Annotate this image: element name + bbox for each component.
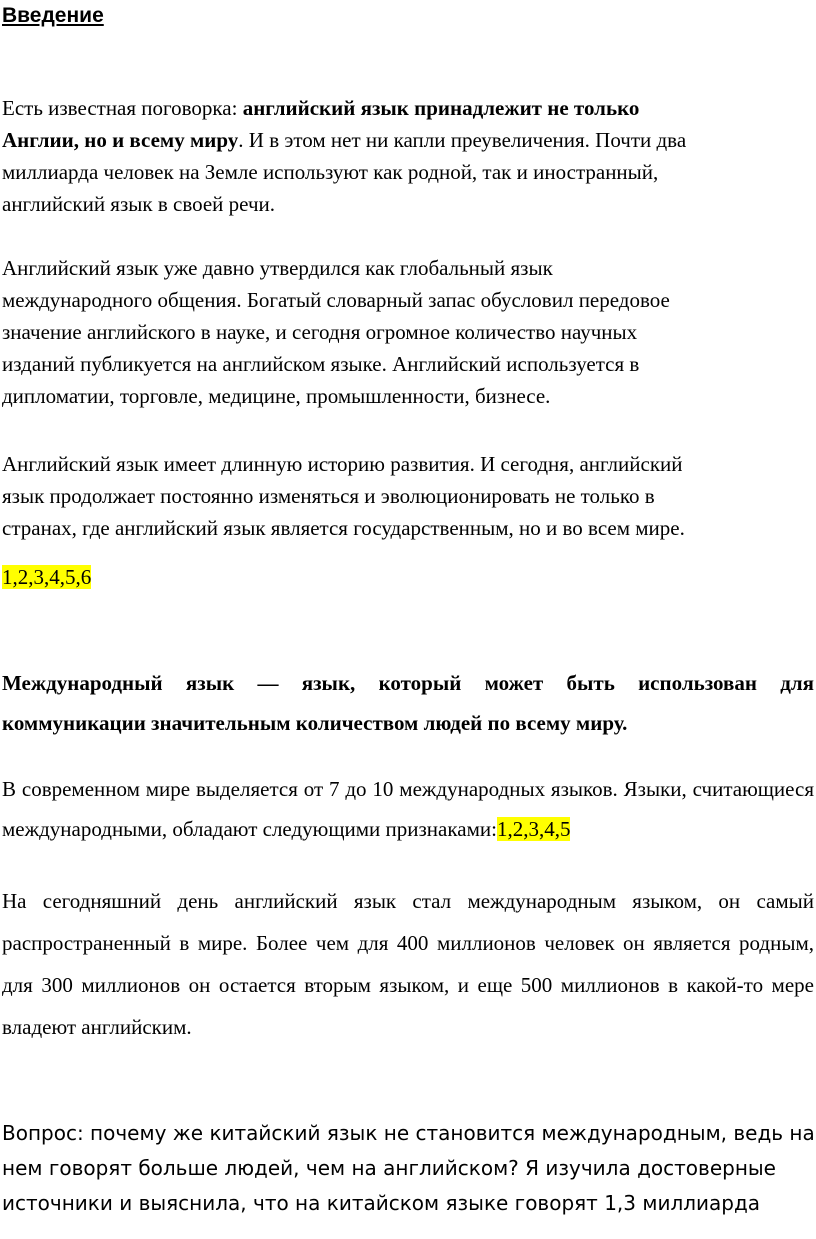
intro-bold-text-2: Англии, но и всему миру	[2, 128, 239, 152]
marks-line	[2, 562, 91, 592]
global-line-5: дипломатии, торговле, медицине, промышленности, бизнесе.	[2, 384, 551, 408]
global-line-3: значение английского в науке, и сегодня огромное количество научных	[2, 320, 638, 344]
intro-bold-text-1: английский язык принадлежит не только	[242, 96, 640, 120]
global-line-1: Английский язык уже давно утвердился как глобальный язык	[2, 256, 553, 280]
highlighted-feature-marks: 1,2,3,4,5	[496, 817, 571, 841]
question-paragraph	[2, 1116, 815, 1221]
highlighted-marks: 1,2,3,4,5,6	[2, 565, 92, 589]
question-line-1: Вопрос: почему же китайский язык не становится международным, ведь на	[2, 1121, 815, 1145]
intro-pre-text: Есть известная поговорка:	[2, 96, 243, 120]
question-line-2: нем говорят больше людей, чем на английском? Я изучила достоверные	[2, 1156, 776, 1180]
document-heading: Введение	[2, 4, 104, 27]
intro-line-4: английский язык в своей речи.	[2, 192, 275, 216]
question-line-3: источники и выяснила, что на китайском языке говорят 1,3 миллиарда	[2, 1191, 761, 1215]
features-text: В современном мире выделяется от 7 до 10 международных языков. Языки, считающиеся международными, обладают следующими признаками:	[2, 777, 814, 841]
intro-rest-text: . И в этом нет ни капли преувеличения. Почти два	[238, 128, 687, 152]
features-paragraph	[2, 769, 814, 849]
global-line-4: изданий публикуется на английском языке. Английский используется в	[2, 352, 640, 376]
definition-paragraph: Международный язык — язык, который может быть использован для коммуникации значительным количеством людей по всему миру.	[2, 671, 814, 735]
today-paragraph: На сегодняшний день английский язык стал международным языком, он самый распространенный в мире. Более чем для 400 миллионов человек он является родным, для 300 миллионов он остается вторым языком, и еще 500 миллионов в какой-то мере владеют английским.	[2, 889, 814, 1039]
history-paragraph	[2, 448, 802, 544]
intro-line-1	[2, 92, 802, 124]
global-language-paragraph	[2, 252, 802, 412]
history-line-3: странах, где английский язык является государственным, но и во всем мире.	[2, 516, 685, 540]
intro-paragraph	[2, 92, 802, 220]
history-line-2: язык продолжает постоянно изменяться и эволюционировать не только в	[2, 484, 655, 508]
history-line-1: Английский язык имеет длинную историю развития. И сегодня, английский	[2, 452, 683, 476]
global-line-2: международного общения. Богатый словарный запас обусловил передовое	[2, 288, 670, 312]
intro-line-2	[2, 124, 802, 156]
intro-line-3: миллиарда человек на Земле используют как родной, так и иностранный,	[2, 160, 659, 184]
